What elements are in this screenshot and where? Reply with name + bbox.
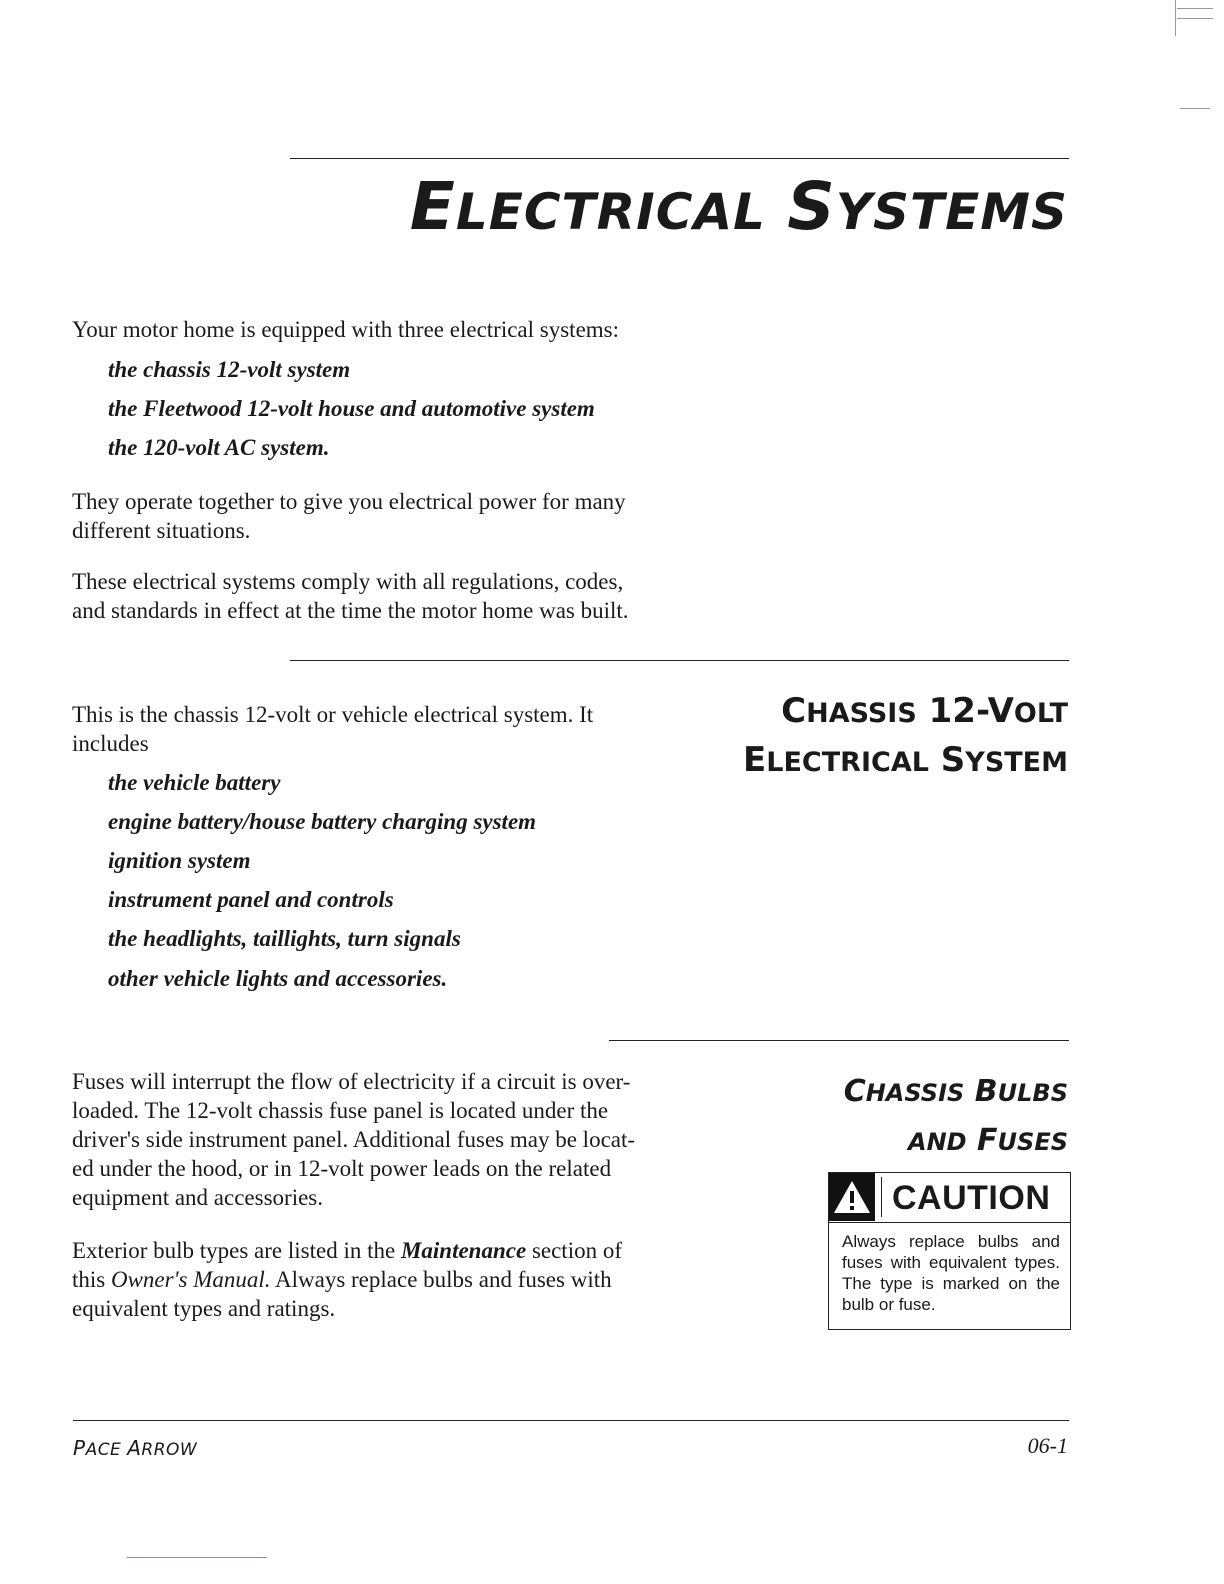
bulbs-section-heading: CHASSIS BULBS AND FUSES: [843, 1074, 1068, 1158]
caution-box: [828, 1172, 1071, 1330]
intro-lead: Your motor home is equipped with three electrical systems:: [72, 317, 620, 342]
chassis-item: instrument panel and controls: [108, 887, 394, 912]
scan-artifact: [1180, 108, 1210, 109]
caution-label: CAUTION: [881, 1177, 1067, 1217]
footer-rule: [73, 1420, 1069, 1421]
caution-header: [829, 1173, 1070, 1223]
chassis-item: engine battery/house battery charging system: [108, 809, 537, 834]
bulbs-paragraph-1: Fuses will interrupt the flow of electricity if a circuit is over- loaded. The 12-volt chassis fuse panel is located under the driver's side instrument panel. Additional fuses may be locat- ed under the hood, or in 12-volt power leads on the related equipment and accessories.: [72, 1069, 636, 1210]
title-rule: [290, 158, 1069, 159]
caution-message: Always replace bulbs and fuses with equivalent types. The type is marked on the bulb or fuse.: [842, 1232, 1060, 1314]
page-title: ELECTRICAL SYSTEMS: [409, 168, 1068, 245]
scan-artifact: [1175, 0, 1176, 36]
system-item: the 120-volt AC system.: [108, 435, 330, 460]
bulbs-section-rule: [609, 1040, 1069, 1041]
bulbs-paragraph-2: Exterior bulb types are listed in the Maintenance section of this Owner's Manual. Always replace bulbs and fuses with equivalent types and ratings.: [72, 1238, 622, 1321]
scan-artifact: [127, 1557, 267, 1558]
chassis-item: ignition system: [108, 848, 251, 873]
chassis-item: the headlights, taillights, turn signals: [108, 926, 461, 951]
page-number: 06-1: [1027, 1433, 1068, 1458]
intro-paragraph-2: They operate together to give you electrical power for many different situations.: [72, 489, 626, 543]
chassis-section-heading: CHASSIS 12-VOLT ELECTRICAL SYSTEM: [743, 691, 1068, 780]
footer-product-name: PACE ARROW: [73, 1436, 198, 1460]
intro-paragraph-3: These electrical systems comply with all regulations, codes, and standards in effect at the time the motor home was built.: [72, 569, 629, 623]
scan-artifact: [1177, 8, 1213, 9]
chassis-item: the vehicle battery: [108, 770, 281, 795]
chassis-section-lead: This is the chassis 12-volt or vehicle electrical system. It includes: [72, 702, 594, 756]
system-item: the Fleetwood 12-volt house and automotive system: [108, 396, 595, 421]
scan-artifact: [1177, 18, 1213, 19]
warning-icon: [829, 1173, 875, 1221]
chassis-section-rule: [290, 660, 1069, 661]
system-item: the chassis 12-volt system: [108, 357, 351, 382]
chassis-item: other vehicle lights and accessories.: [108, 966, 448, 991]
